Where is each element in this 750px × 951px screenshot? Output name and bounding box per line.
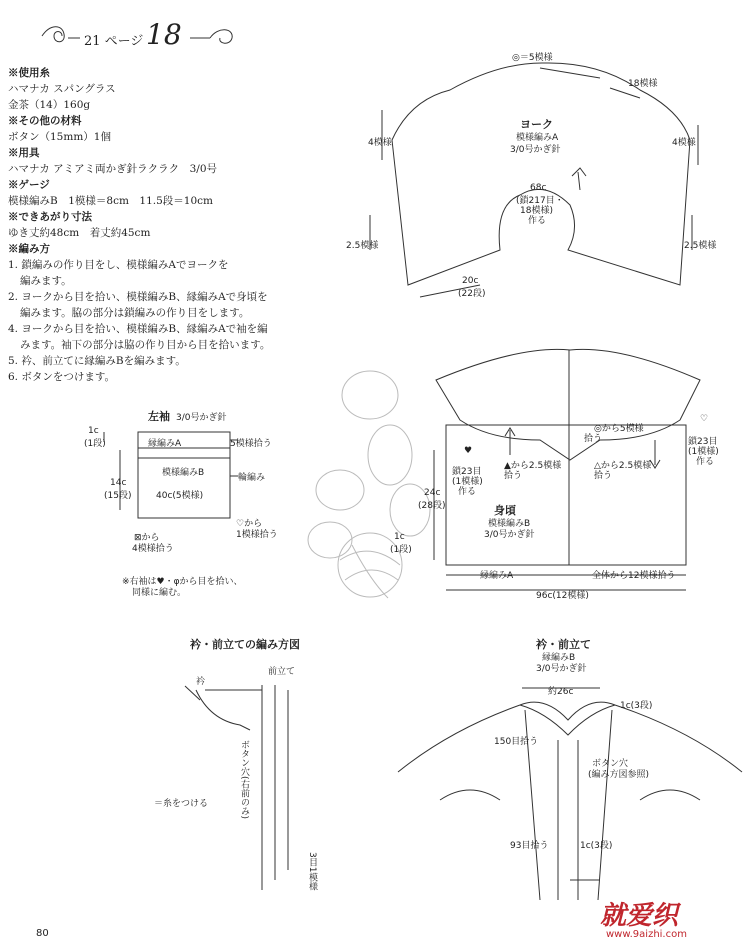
watermark-url: www.9aizhi.com [606, 929, 687, 940]
body-pick-right: △から2.5模様 [594, 461, 652, 471]
body-pick-center-1: ◎から5模様 [594, 424, 644, 434]
body-bottom-pick: 全体から12模様拾う [592, 571, 676, 581]
yoke-center-4: 作る [528, 216, 547, 226]
sleeve-height-1: 14c [110, 478, 127, 488]
yoke-center-2: (鎖217目・ [516, 196, 564, 206]
collar-diagram-buttonhole-2: (編み方図参照) [588, 770, 650, 780]
yoke-right-top-label: 18模様 [628, 79, 658, 89]
instr-line: ボタン（15mm）1個 [8, 131, 111, 143]
body-stitch: 模様編みB [488, 519, 531, 529]
body-right-side-2: 鎖23目 [688, 437, 718, 447]
sleeve-pick-left-2: 4模様拾う [132, 544, 174, 554]
body-left-side-2: (1模様) [452, 477, 483, 487]
collar-diagram-stitch: 縁編みB [542, 653, 576, 663]
yoke-stitch: 模様編みA [516, 133, 559, 143]
body-border-1: 1c [394, 532, 405, 542]
body-pick-left: ▲から2.5模様 [504, 461, 562, 471]
body-hook: 3/0号かぎ針 [484, 530, 535, 540]
sleeve-pick-left-1: ⊠から [134, 533, 160, 543]
body-width: 96c(12模様) [536, 591, 589, 601]
instr-line: ※その他の材料 [8, 115, 82, 127]
body-pick-left-2: 拾う [504, 471, 523, 481]
instr-line: ※ゲージ [8, 179, 50, 191]
yoke-right-bottom-label: 2.5模様 [684, 241, 717, 251]
sleeve-width: 40c(5模様) [156, 491, 204, 501]
yoke-left-side-label: 4模様 [368, 138, 392, 148]
body-left-side-3: 作る [458, 487, 477, 497]
sleeve-height-2: (15段) [104, 491, 132, 501]
yoke-right-side-label: 4模様 [672, 138, 696, 148]
body-border-2: (1段) [390, 545, 412, 555]
body-height-2: (28段) [418, 501, 446, 511]
sleeve-note-2: 同様に編む。 [132, 588, 187, 598]
yoke-bottom-2: (22段) [458, 289, 486, 299]
collar-diagram-hook: 3/0号かぎ針 [536, 664, 587, 674]
instr-line: 4. ヨークから目を拾い、模様編みB、縁編みAで袖を編 [8, 323, 268, 335]
sleeve-hook: 3/0号かぎ針 [176, 413, 227, 423]
body-pick-right-2: 拾う [594, 471, 613, 481]
sleeve-note-1: ※右袖は♥・φから目を拾い、 [122, 577, 243, 587]
sleeve-top-left-1: 1c [88, 426, 99, 436]
page-ref: 21 ページ [84, 34, 144, 49]
body-right-side-3: (1模様) [688, 447, 719, 457]
instr-line: ※用具 [8, 147, 40, 159]
sleeve-pick-right-2: 1模様拾う [236, 530, 278, 540]
collar-diagram-buttonhole-1: ボタン穴 [592, 759, 629, 769]
instr-line: 5. 衿、前立てに縁編みBを編みます。 [8, 355, 186, 367]
pattern-number: 18 [146, 18, 182, 51]
sleeve-pick-top: 5模様拾う [230, 439, 272, 449]
body-heart: ♥ [464, 446, 473, 456]
yoke-bottom-1: 20c [462, 276, 479, 286]
instr-line: ゆき丈約48cm 着丈約45cm [8, 227, 151, 239]
sleeve-side: 輪編み [238, 473, 266, 483]
instr-line: ※編み方 [8, 243, 50, 255]
instr-line: ハマナカ アミアミ両かぎ針ラクラク 3/0号 [8, 163, 218, 175]
page-number: 80 [36, 928, 49, 939]
sleeve-top-left-2: (1段) [84, 439, 106, 449]
instr-line: ※使用糸 [8, 67, 50, 79]
instr-line: ハマナカ スパングラス [8, 83, 116, 95]
yoke-title: ヨーク [520, 118, 553, 131]
yoke-top-label: ◎＝5模様 [512, 53, 553, 63]
body-title: 身頃 [494, 504, 516, 517]
collar-diagram-width: 約26c [548, 687, 574, 697]
watermark-logo: 就爱织 [600, 901, 679, 931]
sleeve-pick-right-1: ♡から [236, 519, 263, 529]
yoke-diagram [370, 63, 698, 297]
sleeve-title: 左袖 [148, 410, 170, 423]
collar-chart-attach: ＝糸をつける [154, 799, 209, 809]
yoke-hook: 3/0号かぎ針 [510, 145, 561, 155]
instr-line: 6. ボタンをつけます。 [8, 371, 116, 383]
instr-line: 編みます。脇の部分は鎖編みの作り目をします。 [20, 307, 250, 319]
body-right-side-4: 作る [696, 457, 715, 467]
instr-line: 2. ヨークから目を拾い、模様編みB、縁編みAで身頃を [8, 291, 268, 303]
instr-line: 編みます。 [20, 275, 72, 287]
collar-chart-repeat: 3目1模様 [307, 852, 317, 891]
instr-line: 模様編みB 1模様＝8cm 11.5段＝10cm [8, 195, 213, 207]
sleeve-edge: 縁編みA [148, 439, 182, 449]
collar-chart [185, 685, 288, 890]
body-pick-center-2: 拾う [584, 434, 603, 444]
collar-chart-buttonhole: ボタン穴(右前のみ) [239, 740, 249, 820]
collar-diagram-top-right: 1c(3段) [620, 701, 653, 711]
decoration-icon [308, 371, 430, 598]
collar-diagram [398, 688, 742, 900]
yoke-center-3: 18模様) [520, 206, 553, 216]
collar-diagram-pick-top: 150目拾う [494, 737, 539, 747]
instr-line: 1. 鎖編みの作り目をし、模様編みAでヨークを [8, 259, 229, 271]
sleeve-pattern: 模様編みB [162, 468, 205, 478]
collar-diagram-front-right: 1c(3段) [580, 841, 613, 851]
collar-chart-collar: 衿 [196, 677, 206, 687]
yoke-center-1: 68c [530, 183, 547, 193]
instr-line: みます。袖下の部分は脇の作り目から目を拾います。 [20, 339, 271, 351]
collar-chart-front: 前立て [268, 667, 296, 677]
collar-diagram-pick-front: 93目拾う [510, 841, 549, 851]
instr-line: 金茶（14）160g [8, 99, 91, 111]
collar-diagram-title: 衿・前立て [536, 638, 591, 651]
body-height-1: 24c [424, 488, 441, 498]
yoke-left-bottom-label: 2.5模様 [346, 241, 379, 251]
body-left-side-1: 鎖23目 [452, 467, 482, 477]
collar-chart-title: 衿・前立ての編み方図 [190, 638, 300, 651]
instr-line: ※できあがり寸法 [8, 211, 92, 223]
body-right-side-1: ♡ [700, 414, 709, 424]
body-edge: 縁編みA [480, 571, 514, 581]
